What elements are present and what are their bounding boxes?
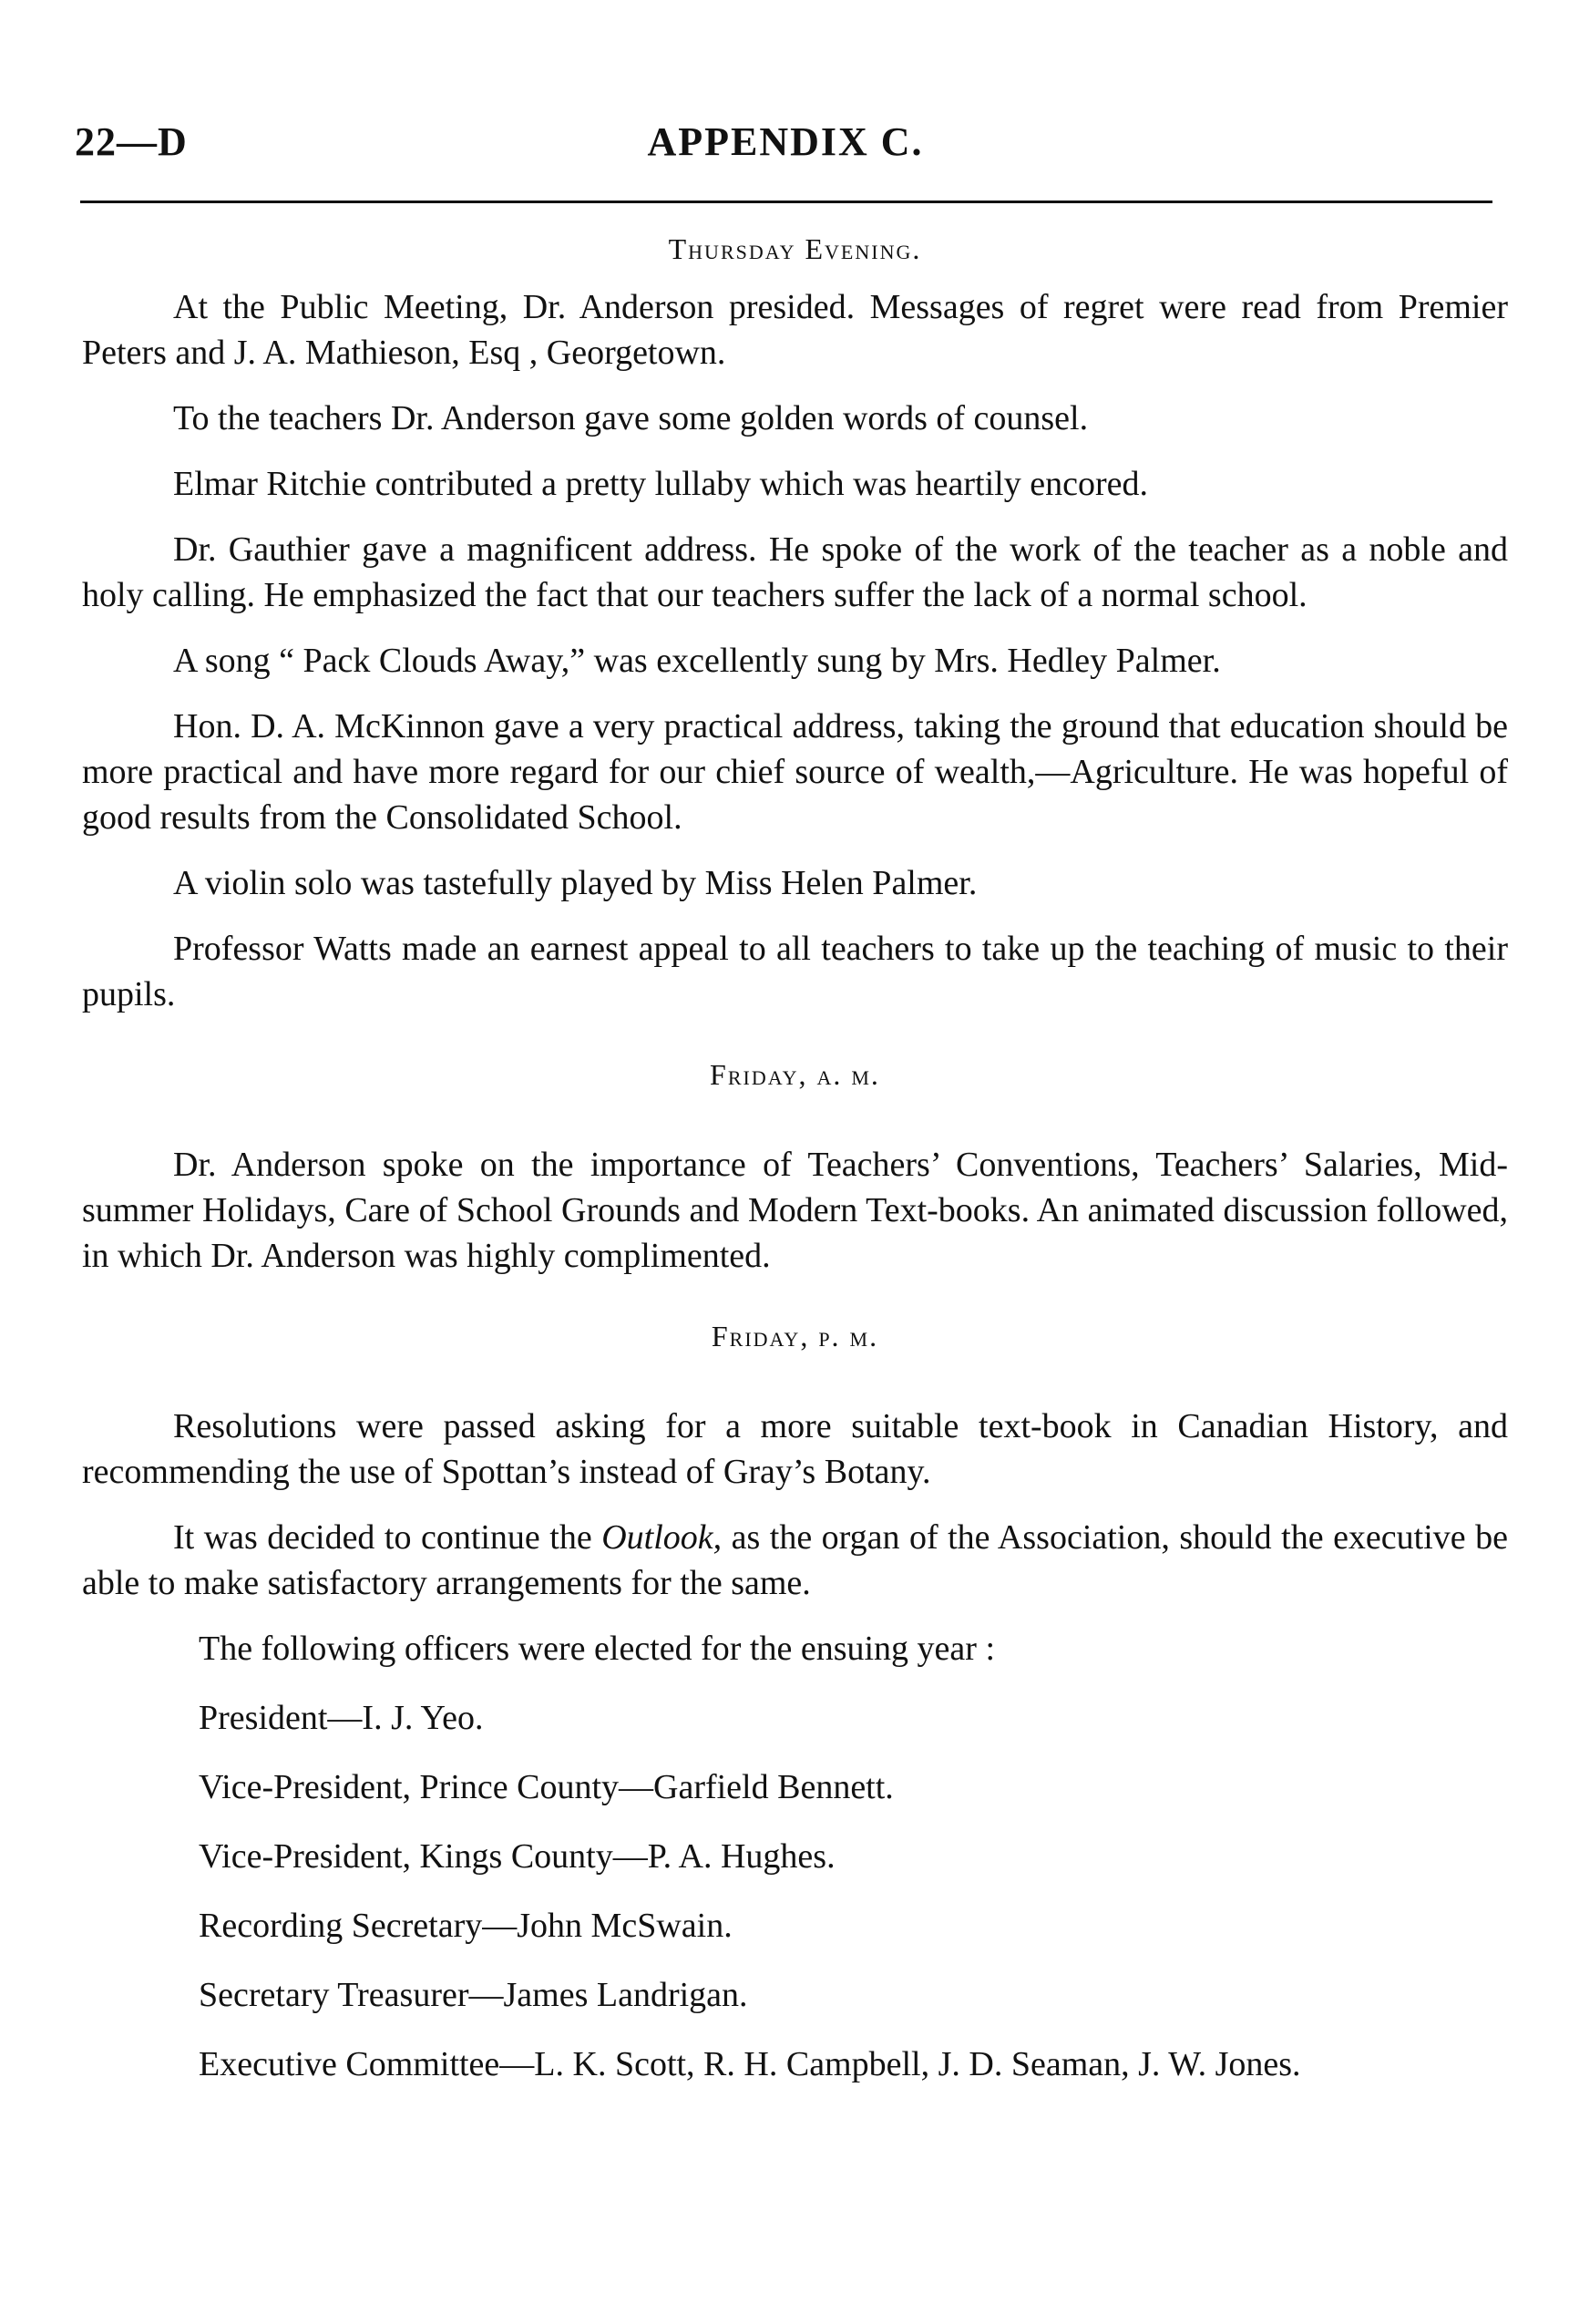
italic-publication-title: Outlook,	[601, 1518, 723, 1557]
paragraph: To the teachers Dr. Anderson gave some golden words of counsel.	[173, 399, 1089, 437]
paragraph	[82, 1515, 1508, 1606]
paragraph: At the Public Meeting, Dr. Anderson presided. Messages of regret were read from Premier Peters and J. A. Mathieson, Esq , Georgetown.	[82, 288, 1508, 372]
header-rule	[80, 201, 1492, 203]
body-text	[82, 232, 1508, 2111]
page-header	[75, 118, 1496, 173]
paragraph: Professor Watts made an earnest appeal to all teachers to take up the teaching of music to their pupils.	[82, 930, 1508, 1013]
section-heading-thursday-evening: Thursday Evening.	[668, 232, 922, 265]
paragraph: Resolutions were passed asking for a more suitable text-book in Canadian History, and recommending the use of Spottan’s instead of Gray’s Botany.	[82, 1407, 1508, 1491]
section-heading-friday-pm: Friday, p. m.	[711, 1320, 879, 1352]
paragraph-text: as the organ of the Association, should the executive be able to make satisfactory arrangements for the same.	[82, 1518, 1508, 1602]
paragraph: Elmar Ritchie contributed a pretty lullaby which was heartily encored.	[173, 465, 1148, 503]
paragraph: Dr. Anderson spoke on the importance of Teachers’ Conventions, Teachers’ Salaries, Mid-summer Holidays, Care of School Grounds and Modern Text-books. An animated discussion followed, in which Dr. Anderson was highly complimented.	[82, 1146, 1508, 1275]
officer-entry: Secretary Treasurer—James Landrigan.	[199, 1976, 748, 2014]
officer-entry: Vice-President, Kings County—P. A. Hughes.	[199, 1837, 836, 1876]
running-title: APPENDIX C.	[647, 119, 924, 164]
officer-entry: Executive Committee—L. K. Scott, R. H. Campbell, J. D. Seaman, J. W. Jones.	[199, 2045, 1301, 2083]
officer-entry: Vice-President, Prince County—Garfield Bennett.	[199, 1768, 894, 1806]
officer-entry: President—I. J. Yeo.	[199, 1699, 484, 1737]
officers-intro: The following officers were elected for the ensuing year :	[199, 1630, 995, 1668]
paragraph: Dr. Gauthier gave a magnificent address. He spoke of the work of the teacher as a noble and holy calling. He emphasized the fact that our teachers suffer the lack of a normal school.	[82, 530, 1508, 614]
page-number: 22—D	[75, 119, 188, 164]
section-heading-friday-am: Friday, a. m.	[710, 1058, 880, 1091]
paragraph: Hon. D. A. McKinnon gave a very practical address, taking the ground that education should be more practical and have more regard for our chief source of wealth,—Agriculture. He was hopeful of good results from the Consolidated School.	[82, 707, 1508, 837]
paragraph-text: It was decided to continue the	[173, 1518, 602, 1557]
paragraph: A violin solo was tastefully played by Miss Helen Palmer.	[173, 864, 978, 902]
paragraph: A song “ Pack Clouds Away,” was excellently sung by Mrs. Hedley Palmer.	[173, 642, 1221, 680]
officer-entry: Recording Secretary—John McSwain.	[199, 1907, 733, 1945]
